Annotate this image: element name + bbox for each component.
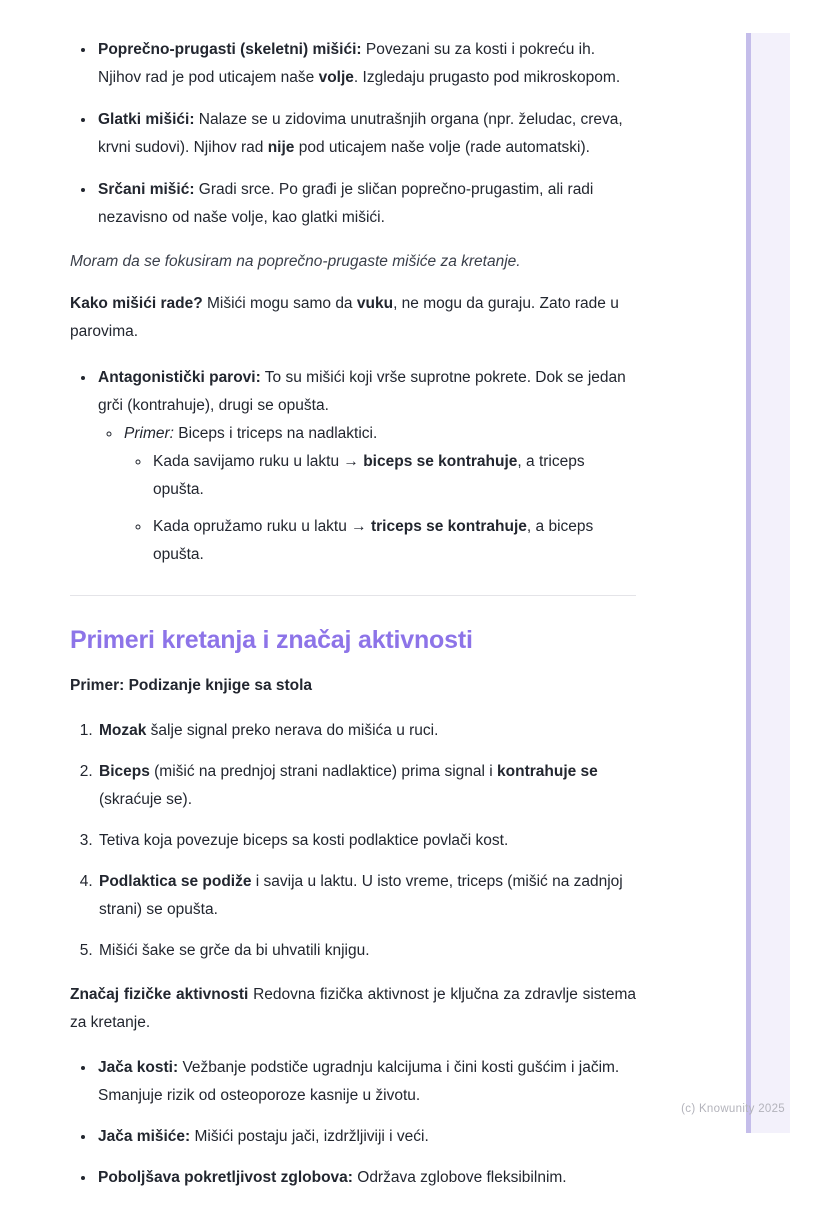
example-title: Primer: Podizanje knjige sa stola	[70, 677, 313, 694]
step-biceps-contracts: 2. Biceps (mišić na prednjoj strani nadlaktice) prima signal i kontrahuje se (skraćuje se).	[97, 758, 636, 814]
list-item-biceps-triceps-example	[122, 420, 636, 569]
list-item-antagonist-pairs	[96, 364, 636, 569]
focus-note: Moram da se fokusiram na poprečno-prugaste mišiće za kretanje.	[70, 253, 521, 270]
list-item-strengthens-bones: • Jača kosti: Vežbanje podstiče ugradnju kalcijuma i čini kosti gušćim i jačim. Smanjuje rizik od osteoporoze kasnije u životu.	[96, 1054, 636, 1110]
document-content	[70, 36, 636, 1205]
elbow-movement-list	[124, 448, 636, 569]
antagonist-pairs-list	[70, 364, 636, 569]
scrollbar-thumb[interactable]	[746, 33, 751, 1133]
section-heading: Primeri kretanja i značaj aktivnosti	[70, 626, 473, 654]
list-item-skeletal-muscles: • Poprečno-prugasti (skeletni) mišići: Povezani su za kosti i pokreću ih. Njihov rad je pod uticajem naše volje. Izgledaju prugasto pod mikroskopom.	[96, 36, 636, 92]
list-item-strengthens-muscles: • Jača mišiće: Mišići postaju jači, izdržljiviji i veći.	[96, 1123, 636, 1151]
step-forearm-rises: 4. Podlaktica se podiže i savija u laktu. U isto vreme, triceps (mišić na zadnjoj strani) se opušta.	[97, 868, 636, 924]
physical-activity-significance-paragraph: Značaj fizičke aktivnosti Redovna fizička aktivnost je ključna za zdravlje sistema za kretanje.	[70, 986, 636, 1031]
step-brain-signal: 1. Mozak šalje signal preko nerava do mišića u ruci.	[97, 717, 636, 745]
antagonist-pairs-text: Antagonistički parovi: To su mišići koji vrše suprotne pokrete. Dok se jedan grči (kontrahuje), drugi se opušta.	[98, 369, 626, 414]
list-item-smooth-muscles: • Glatki mišići: Nalaze se u zidovima unutrašnjih organa (npr. želudac, creva, krvni sudovi). Njihov rad nije pod uticajem naše volje (rade automatski).	[96, 106, 636, 162]
step-hand-grips: 5. Mišići šake se grče da bi uhvatili knjigu.	[97, 937, 636, 965]
list-item-extend-elbow: ◦ Kada opružamo ruku u laktu → triceps se kontrahuje, a biceps opušta.	[151, 513, 636, 569]
biceps-triceps-example-text: Primer: Biceps i triceps na nadlaktici.	[124, 425, 378, 442]
muscle-types-list	[70, 36, 636, 232]
benefits-list	[70, 1054, 636, 1192]
scrollbar-track[interactable]	[746, 33, 790, 1133]
list-item-cardiac-muscle: • Srčani mišić: Gradi srce. Po građi je sličan poprečno-prugastim, ali radi nezavisno od naše volje, kao glatki mišići.	[96, 176, 636, 232]
section-divider	[70, 595, 636, 596]
copyright-watermark: (c) Knowunity 2025	[681, 1103, 785, 1115]
list-item-joint-mobility: • Poboljšava pokretljivost zglobova: Održava zglobove fleksibilnim.	[96, 1164, 636, 1192]
book-lifting-steps-list	[70, 717, 636, 965]
how-muscles-work-paragraph: Kako mišići rade? Mišići mogu samo da vuku, ne mogu da guraju. Zato rade u parovima.	[70, 295, 619, 340]
list-item-bend-elbow: ◦ Kada savijamo ruku u laktu → biceps se kontrahuje, a triceps opušta.	[151, 448, 636, 504]
antagonist-example-list	[98, 420, 636, 569]
step-tendon-pulls: 3. Tetiva koja povezuje biceps sa kosti podlaktice povlači kost.	[97, 827, 636, 855]
